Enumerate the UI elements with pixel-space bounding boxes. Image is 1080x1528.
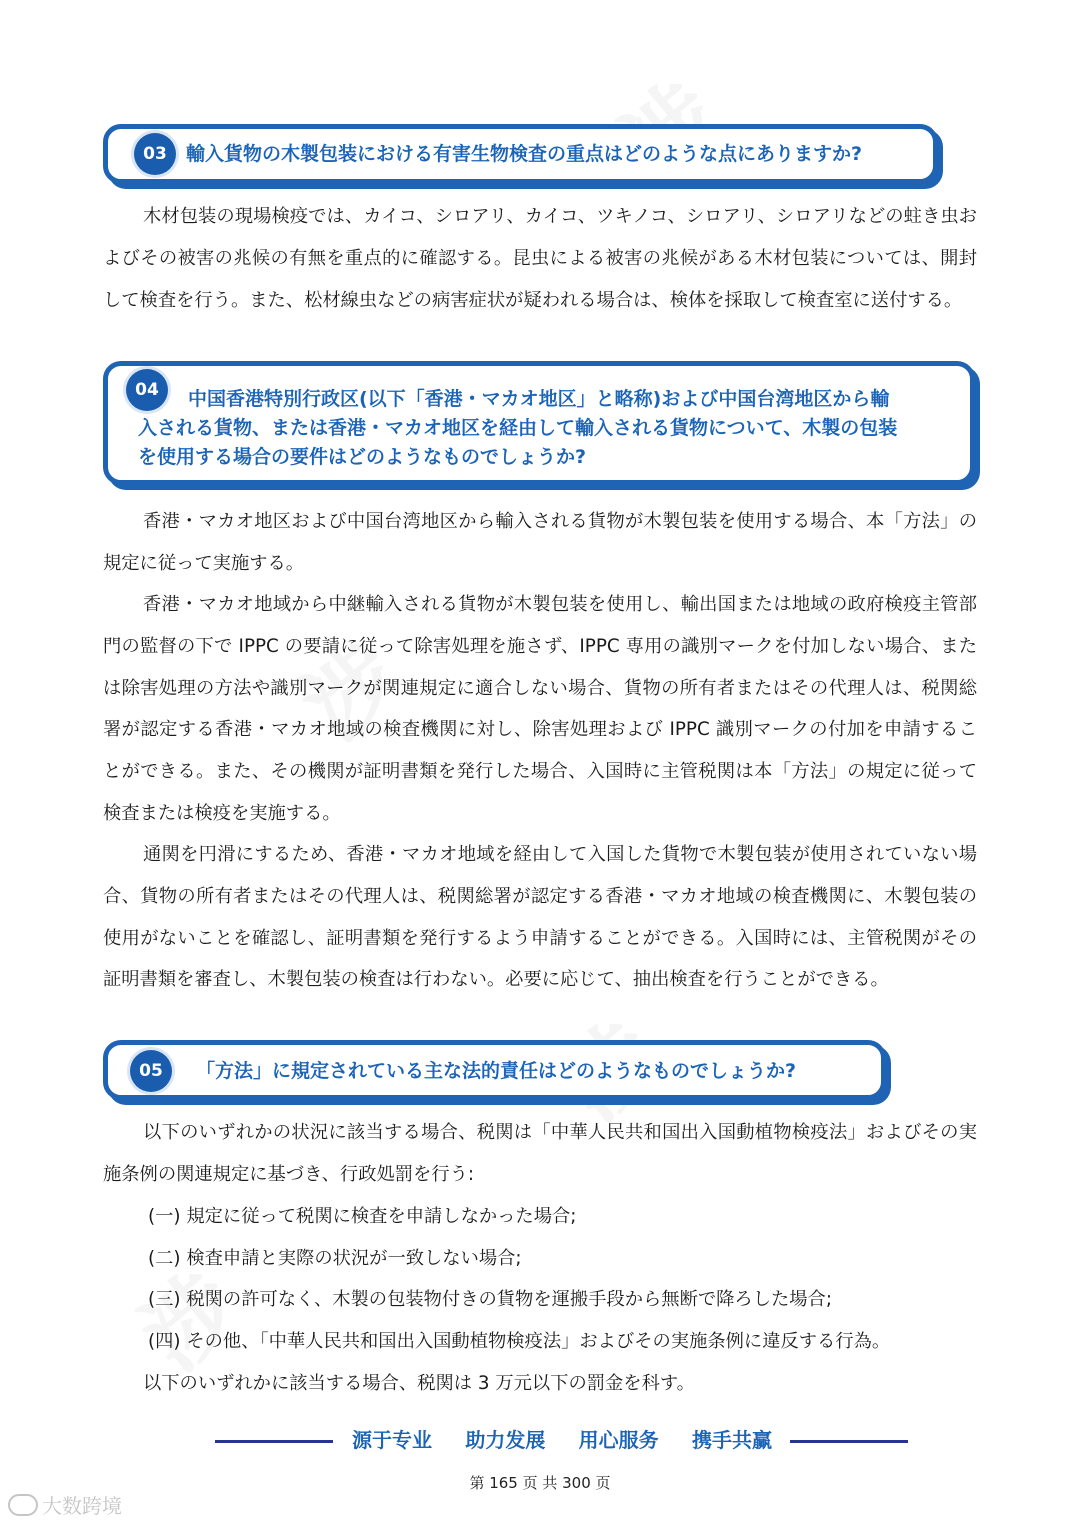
answer-paragraph: 木材包装の現場検疫では、カイコ、シロアリ、カイコ、ツキノコ、シロアリ、シロアリなどの蛀き虫およびその被害の兆候の有無を重点的に確認する。昆虫による被害の兆候がある木材包装については、開封して検査を行う。また、松材線虫などの病害症状が疑われる場合は、検体を採取して検査室に送付する。 [103, 206, 977, 311]
question-header-03 [103, 124, 938, 184]
list-item: (四) その他、「中華人民共和国出入国動植物検疫法」およびその実施条例に違反する行為。 [148, 1331, 891, 1352]
brand-watermark [8, 1490, 122, 1519]
answer-paragraph: 以下のいずれかの状況に該当する場合、税関は「中華人民共和国出入国動植物検疫法」およびその実施条例の関連規定に基づき、行政処罰を行う: [103, 1122, 977, 1185]
answer-paragraph: 以下のいずれかに該当する場合、税関は 3 万元以下の罰金を科す。 [143, 1373, 695, 1394]
question-header-04 [103, 361, 975, 485]
slogan-item: 用心服务 [578, 1428, 659, 1452]
question-title-line: 入される貨物、または香港・マカオ地区を経由して輸入される貨物について、木製の包装 [138, 417, 898, 439]
list-item: (二) 検査申請と実際の状況が一致しない場合; [148, 1248, 522, 1269]
footer-rule-left [215, 1440, 333, 1443]
page-number: 第 165 页 共 300 页 [469, 1474, 611, 1492]
footer-rule-right [790, 1440, 908, 1443]
question-number-badge: 04 [126, 369, 168, 411]
question-title-line: を使用する場合の要件はどのようなものでしょうか? [138, 446, 587, 468]
list-item: (三) 税関の許可なく、木製の包装物付きの貨物を運搬手段から無断で降ろした場合; [148, 1289, 832, 1310]
slogan-item: 助力发展 [465, 1428, 546, 1452]
list-item: (一) 規定に従って税関に検査を申請しなかった場合; [148, 1206, 577, 1227]
question-title: 「方法」に規定されている主な法的責任はどのようなものでしょうか? [196, 1060, 797, 1082]
brand-logo-icon [8, 1494, 38, 1516]
footer-slogan [352, 1424, 772, 1453]
question-header-05 [103, 1040, 886, 1100]
question-title: 輸入貨物の木製包装における有害生物検査の重点はどのような点にありますか? [186, 143, 863, 165]
answer-paragraph: 香港・マカオ地域から中継輸入される貨物が木製包装を使用し、輸出国または地域の政府検疫主管部門の監督の下で IPPC の要請に従って除害処理を施さず、IPPC 専用の識別マークを付加しない場合、または除害処理の方法や識別マークが関連規定に適合しない場合、貨物の所有者またはその代理人は、税関総署が認定する香港・マカオ地域の検査機関に対し、除害処理および IPPC 識別マークの付加を申請することができる。また、その機関が証明書類を発行した場合、入国時に主管税関は本「方法」の規定に従って検査または検疫を実施する。 [103, 594, 977, 824]
watermark: 涉 [122, 1252, 259, 1391]
answer-paragraph: 香港・マカオ地区および中国台湾地区から輸入される貨物が木製包装を使用する場合、本「方法」の規定に従って実施する。 [103, 511, 977, 574]
question-number-badge: 05 [130, 1050, 172, 1092]
slogan-item: 携手共赢 [691, 1428, 772, 1452]
question-title-line: 中国香港特別行政区(以下「香港・マカオ地区」と略称)および中国台湾地区から輸 [188, 388, 890, 410]
watermark: 涉 [282, 622, 419, 761]
question-number-badge: 03 [134, 133, 176, 175]
brand-name: 大数跨境 [42, 1494, 122, 1518]
answer-paragraph: 通関を円滑にするため、香港・マカオ地域を経由して入国した貨物で木製包装が使用されていない場合、貨物の所有者またはその代理人は、税関総署が認定する香港・マカオ地域の検査機関に、木製包装の使用がないことを確認し、証明書類を発行するよう申請することができる。入国時には、主管税関がその証明書類を審査し、木製包装の検査は行わない。必要に応じて、抽出検査を行うことができる。 [103, 844, 977, 991]
slogan-item: 源于专业 [352, 1428, 432, 1452]
